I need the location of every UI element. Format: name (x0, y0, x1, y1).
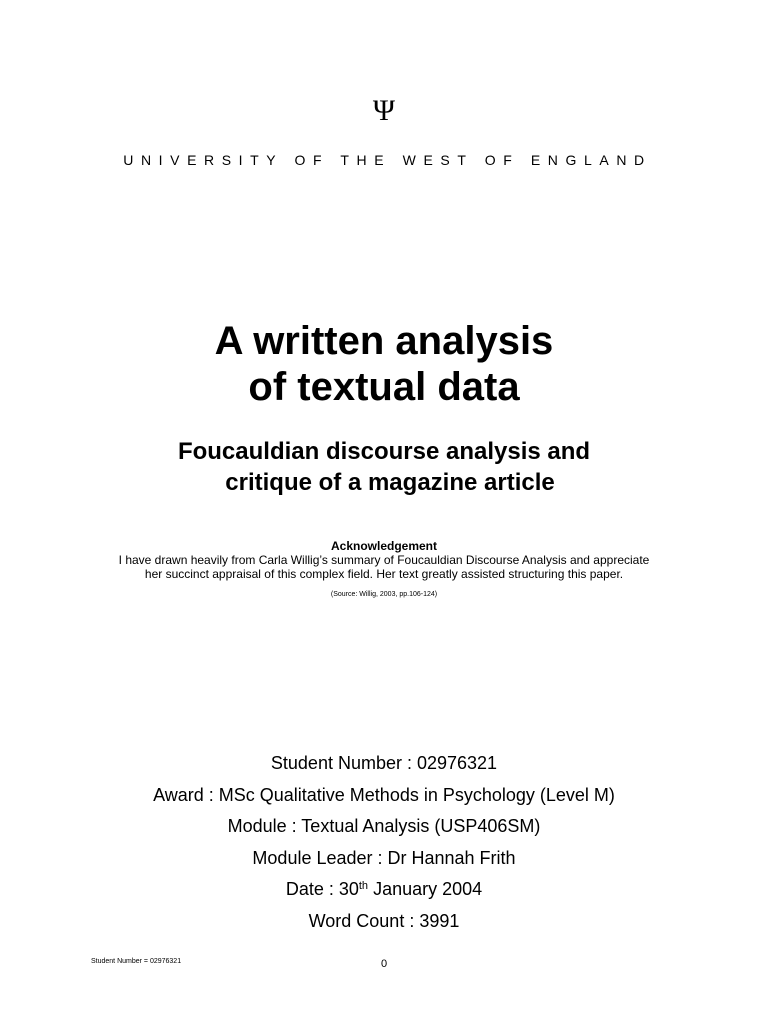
date-ordinal-suffix: th (358, 880, 369, 893)
page-number: 0 (380, 958, 388, 970)
title-line-1: A written analysis (214, 319, 554, 363)
document-title (0, 318, 768, 410)
subtitle-line-2: critique of a magazine article (225, 469, 555, 496)
document-subtitle (0, 436, 768, 498)
acknowledgement-source: (Source: Willig, 2003, pp.106-124) (330, 591, 438, 598)
date-rest: January 2004 (368, 879, 483, 900)
university-logo-psi: Ψ (372, 94, 396, 127)
footer-student-number: Student Number = 02976321 (91, 958, 182, 965)
university-name: UNIVERSITY OF THE WEST OF ENGLAND (123, 152, 652, 168)
submission-details (0, 750, 768, 940)
award: Award : MSc Qualitative Methods in Psychology (Level M) (153, 784, 615, 805)
module-leader: Module Leader : Dr Hannah Frith (252, 847, 516, 868)
date (0, 876, 768, 908)
acknowledgement-text (0, 553, 768, 581)
acknowledgement-heading: Acknowledgement (330, 539, 438, 553)
title-line-2: of textual data (248, 365, 520, 409)
student-number: Student Number : 02976321 (270, 753, 498, 773)
word-count: Word Count : 3991 (308, 910, 460, 931)
module: Module : Textual Analysis (USP406SM) (227, 816, 541, 837)
acknowledgement-line-2: her succinct appraisal of this complex field. Her text greatly assisted structuring this paper. (144, 567, 624, 581)
acknowledgement-line-1: I have drawn heavily from Carla Willig’s summary of Foucauldian Discourse Analysis and appreciate (118, 553, 650, 567)
date-prefix: Date : 30 (285, 879, 359, 900)
subtitle-line-1: Foucauldian discourse analysis and (177, 438, 591, 465)
